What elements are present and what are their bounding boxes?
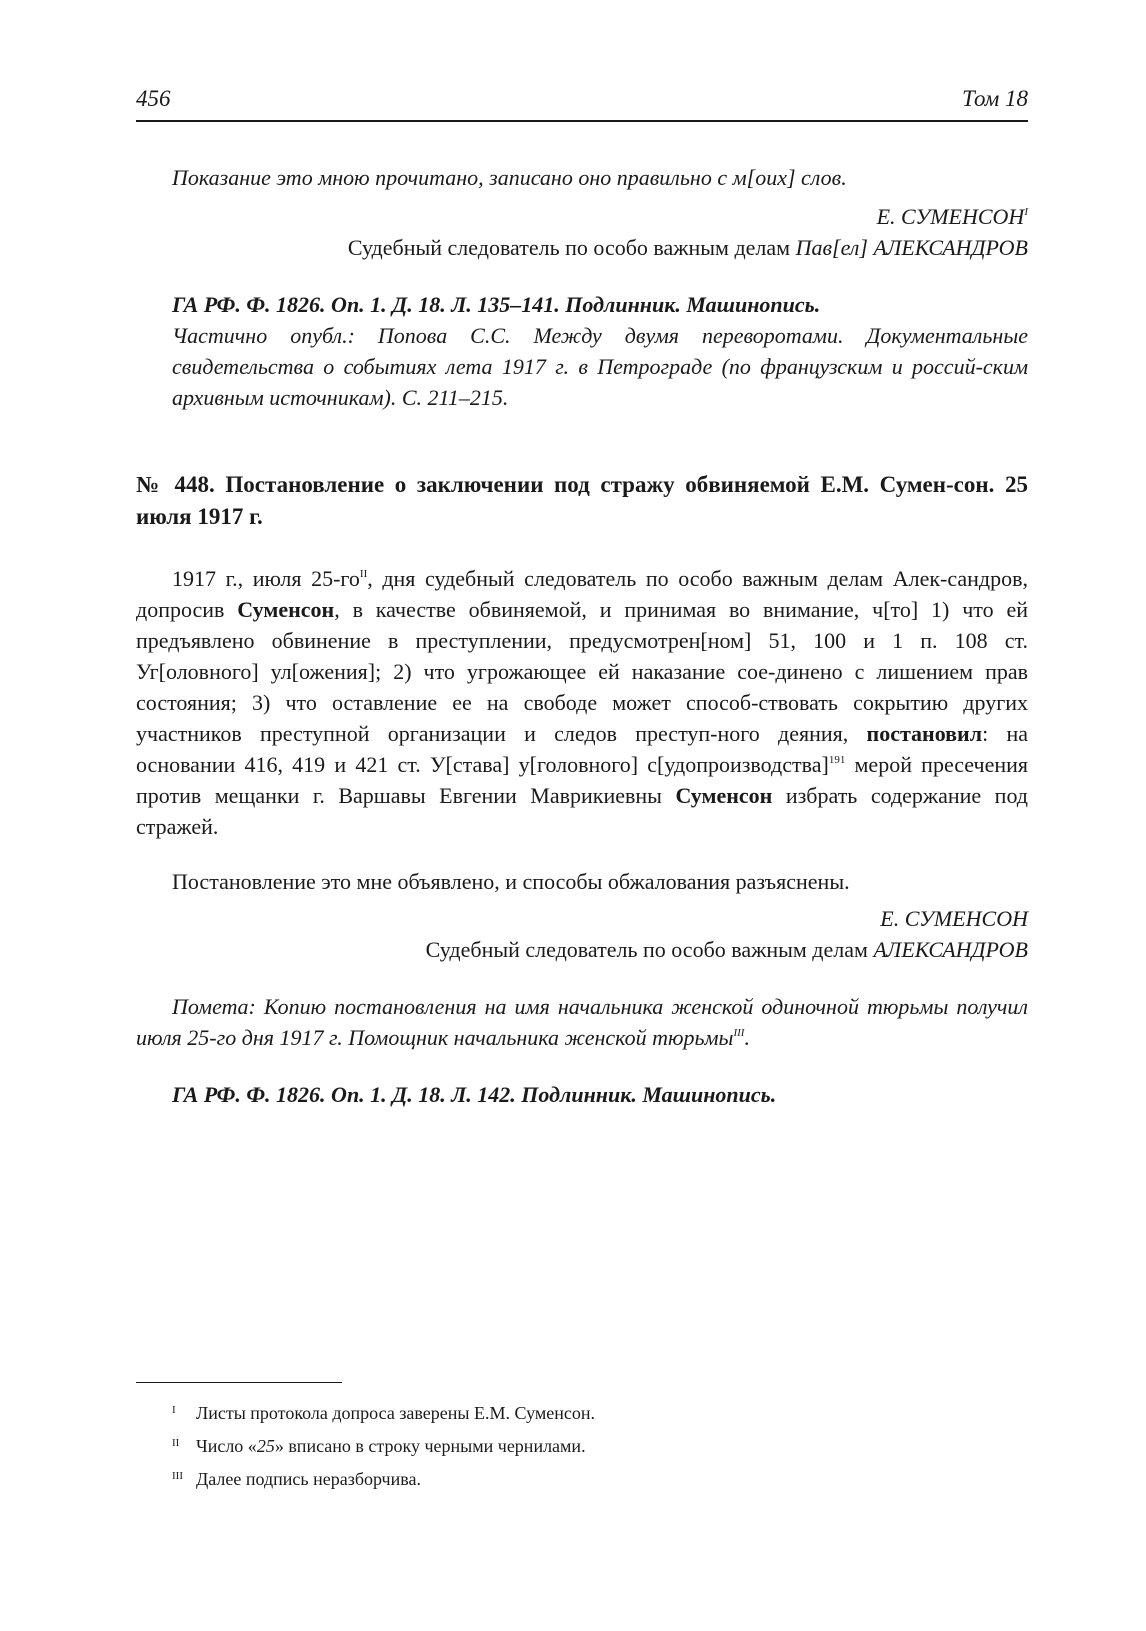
- footnote-item: [136, 1464, 1028, 1497]
- footnote-text-after: » вписано в строку черными чернилами.: [274, 1436, 586, 1456]
- body-bold-name-1: Суменсон: [237, 597, 335, 622]
- signature-name: Е. СУМЕНСОН: [876, 204, 1025, 229]
- publication-label: Частично опубл.:: [172, 323, 378, 348]
- investigator-signature-1: [136, 232, 1028, 263]
- margin-note: [136, 991, 1028, 1053]
- investigator-name: Пав[ел] АЛЕКСАНДРОВ: [795, 235, 1028, 260]
- body-text-1: 1917 г., июля 25-го: [172, 566, 360, 591]
- endnote-ref-191: 191: [828, 754, 846, 766]
- signature-sumenson-1: [136, 201, 1028, 232]
- page-content: [136, 86, 1028, 1110]
- footnote-text: Далее подпись неразборчива.: [196, 1469, 421, 1489]
- footnote-mark: II: [172, 1437, 180, 1449]
- document-body: [136, 563, 1028, 842]
- investigator-signature-2: [136, 934, 1028, 965]
- margin-note-text: Пометa: Копию постановления на имя начальника женской одиночной тюрьмы получил июля 25-го дня 1917 г. Помощник начальника женской тюрьмы: [136, 994, 1028, 1050]
- investigator-title-2: Судебный следователь по особо важным делам: [425, 937, 874, 962]
- body-bold-name-2: Суменсон: [675, 783, 773, 808]
- margin-note-end: .: [744, 1025, 750, 1050]
- archive-reference-1: ГА РФ. Ф. 1826. Оп. 1. Д. 18. Л. 135–141. Подлинник. Машинопись.: [172, 292, 821, 317]
- publication-note: [136, 320, 1028, 413]
- signature-sumenson-2: Е. СУМЕНСОН: [880, 906, 1028, 931]
- footnote-item: [136, 1431, 1028, 1464]
- volume-label: Том 18: [961, 86, 1028, 111]
- footnote-text-before: Число «: [196, 1436, 257, 1456]
- body-text-2: , дня судебный следователь по особо важным делам Алек-сандров, допросив: [136, 566, 1028, 622]
- footnote-ref-3: III: [733, 1027, 745, 1039]
- publication-text: Попова С.С. Между двумя переворотами. Документальные свидетельства о событиях лета 1917 г. в Петрограде (по французским и россий-ским архивным источникам). С. 211–215.: [172, 323, 1028, 410]
- announcement-statement: Постановление это мне объявлено, и способы обжалования разъяснены.: [172, 869, 850, 894]
- footnotes: [136, 1398, 1028, 1497]
- footnote-text: [196, 1431, 586, 1461]
- body-text-6: избрать содержание под стражей.: [136, 783, 1029, 839]
- footnote-mark: I: [172, 1404, 176, 1416]
- running-header: [136, 86, 1028, 122]
- body-text-5: мерой пресечения против мещанки г. Варшавы Евгении Маврикиевны: [136, 752, 1028, 808]
- document-title: № 448. Постановление о заключении под стражу обвиняемой Е.М. Сумен-сон. 25 июля 1917 г.: [136, 472, 1028, 529]
- body-bold-resolved: постановил: [866, 721, 983, 746]
- footnote-ref-1: I: [1024, 206, 1028, 218]
- closing-statement: Показание это мною прочитано, записано оно правильно с м[оих] слов.: [172, 165, 847, 190]
- investigator-title: Судебный следователь по особо важным делам: [347, 235, 796, 260]
- body-text-4: : на основании 416, 419 и 421 ст. У[става] у[головного] с[удопроизводства]: [136, 721, 1028, 777]
- footnote-text-italic: 25: [256, 1436, 275, 1456]
- footnote-text: Листы протокола допроса заверены Е.М. Суменсон.: [196, 1403, 595, 1423]
- footnote-ref-2: II: [359, 568, 368, 580]
- page-number: 456: [136, 86, 171, 111]
- footnote-mark: III: [172, 1470, 183, 1482]
- archive-reference-2: ГА РФ. Ф. 1826. Оп. 1. Д. 18. Л. 142. Подлинник. Машинопись.: [172, 1082, 777, 1107]
- footnote-item: [136, 1398, 1028, 1431]
- investigator-name-2: АЛЕКСАНДРОВ: [873, 937, 1028, 962]
- body-text-3: , в качестве обвиняемой, и принимая во внимание, ч[то] 1) что ей предъявлено обвинение в преступлении, предусмотрен[ном] 51, 100 и 1 п. 108 ст. Уг[оловного] ул[ожения]; 2) что угрожающее ей наказание сое-динено с лишением прав состояния; 3) что оставление ее на свободе может способ-ствовать сокрытию других участников преступной организации и следов преступ-ного деяния,: [136, 597, 1028, 746]
- footnote-divider: [136, 1382, 342, 1383]
